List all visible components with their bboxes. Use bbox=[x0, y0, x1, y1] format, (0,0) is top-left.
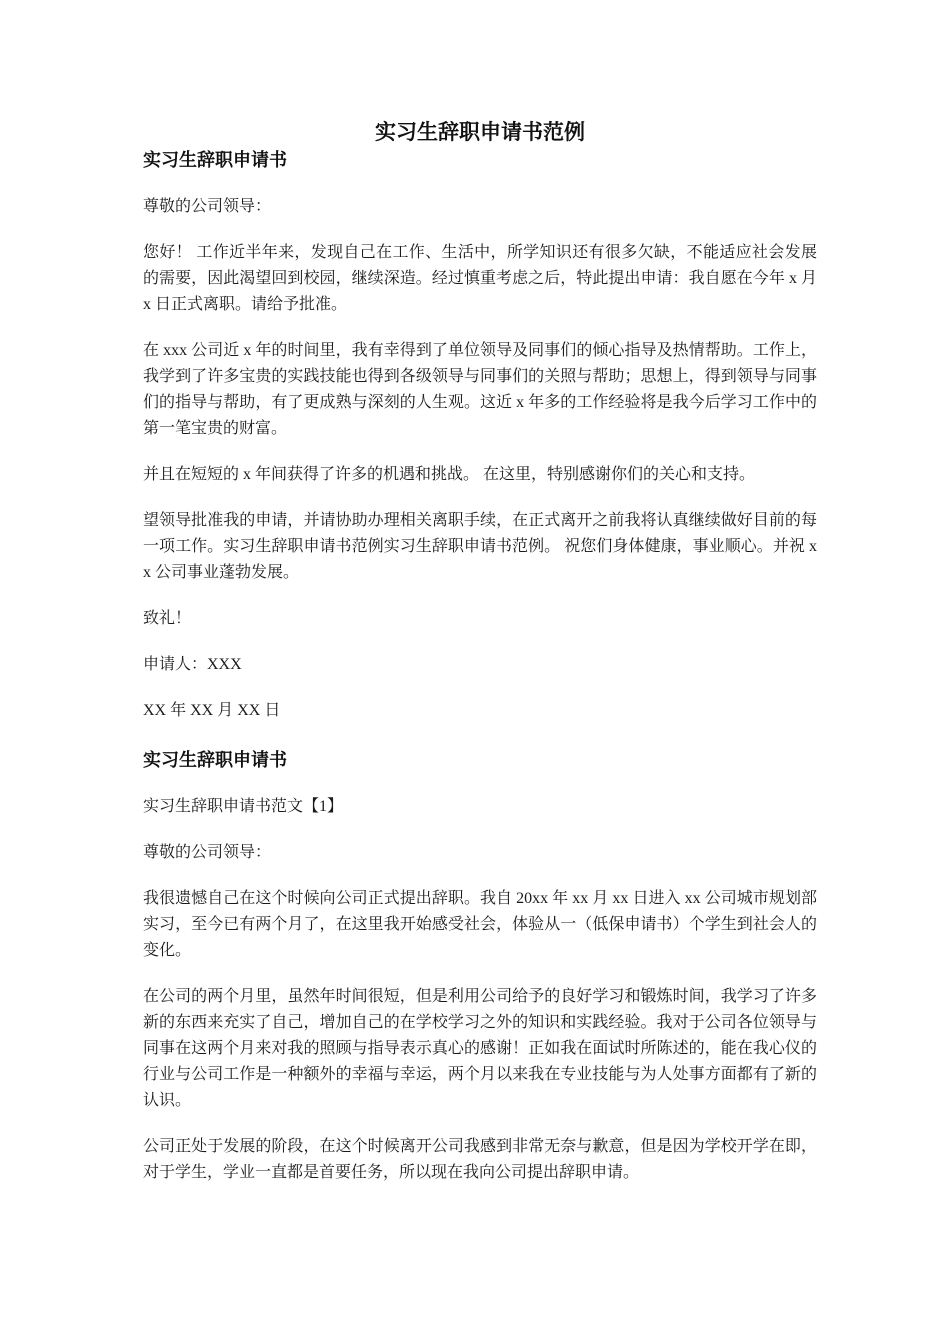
section1-paragraph-3: 并且在短短的 x 年间获得了许多的机遇和挑战。 在这里，特别感谢你们的关心和支持。 bbox=[143, 466, 756, 483]
section1-salutation: 尊敬的公司领导： bbox=[143, 198, 272, 215]
section2-paragraph-3: 公司正处于发展的阶段，在这个时候离开公司我感到非常无奈与歉意，但是因为学校开学在即，对于学生，学业一直都是首要任务，所以现在我向公司提出辞职申请。 bbox=[143, 1138, 817, 1181]
section2-heading: 实习生辞职申请书 bbox=[143, 750, 287, 770]
section2-subtitle: 实习生辞职申请书范文【1】 bbox=[143, 798, 344, 815]
section1-applicant: 申请人：XXX bbox=[143, 656, 242, 673]
section2-paragraph-1: 我很遗憾自己在这个时候向公司正式提出辞职。我自 20xx 年 xx 月 xx 日进入 xx 公司城市规划部实习，至今已有两个月了，在这里我开始感受社会，体验从一（低保申请书）个学生到社会人的变化。 bbox=[143, 890, 817, 959]
section1-paragraph-4: 望领导批准我的申请，并请协助办理相关离职手续，在正式离开之前我将认真继续做好目前的每一项工作。实习生辞职申请书范例实习生辞职申请书范例。 祝您们身体健康，事业顺心。并祝 xx 公司事业蓬勃发展。 bbox=[143, 512, 817, 581]
section1-date: XX 年 XX 月 XX 日 bbox=[143, 702, 281, 719]
section1-paragraph-1: 您好！ 工作近半年来，发现自己在工作、生活中，所学知识还有很多欠缺，不能适应社会发展的需要，因此渴望回到校园，继续深造。经过慎重考虑之后，特此提出申请：我自愿在今年 x 月 x 日正式离职。请给予批准。 bbox=[143, 244, 817, 313]
section2-paragraph-2: 在公司的两个月里，虽然年时间很短，但是利用公司给予的良好学习和锻炼时间，我学习了许多新的东西来充实了自己，增加自己的在学校学习之外的知识和实践经验。我对于公司各位领导与同事在这两个月来对我的照顾与指导表示真心的感谢！正如我在面试时所陈述的，能在我心仪的行业与公司工作是一种额外的幸福与幸运，两个月以来我在专业技能与为人处事方面都有了新的认识。 bbox=[143, 988, 817, 1109]
section1-closing: 致礼！ bbox=[143, 610, 192, 627]
section1-paragraph-2: 在 xxx 公司近 x 年的时间里，我有幸得到了单位领导及同事们的倾心指导及热情帮助。工作上，我学到了许多宝贵的实践技能也得到各级领导与同事们的关照与帮助；思想上，得到领导与同事们的指导与帮助，有了更成熟与深刻的人生观。这近 x 年多的工作经验将是我今后学习工作中的第一笔宝贵的财富。 bbox=[143, 342, 817, 437]
section2-salutation: 尊敬的公司领导： bbox=[143, 844, 272, 861]
document-title: 实习生辞职申请书范例 bbox=[375, 120, 585, 144]
section1-heading: 实习生辞职申请书 bbox=[143, 150, 287, 170]
